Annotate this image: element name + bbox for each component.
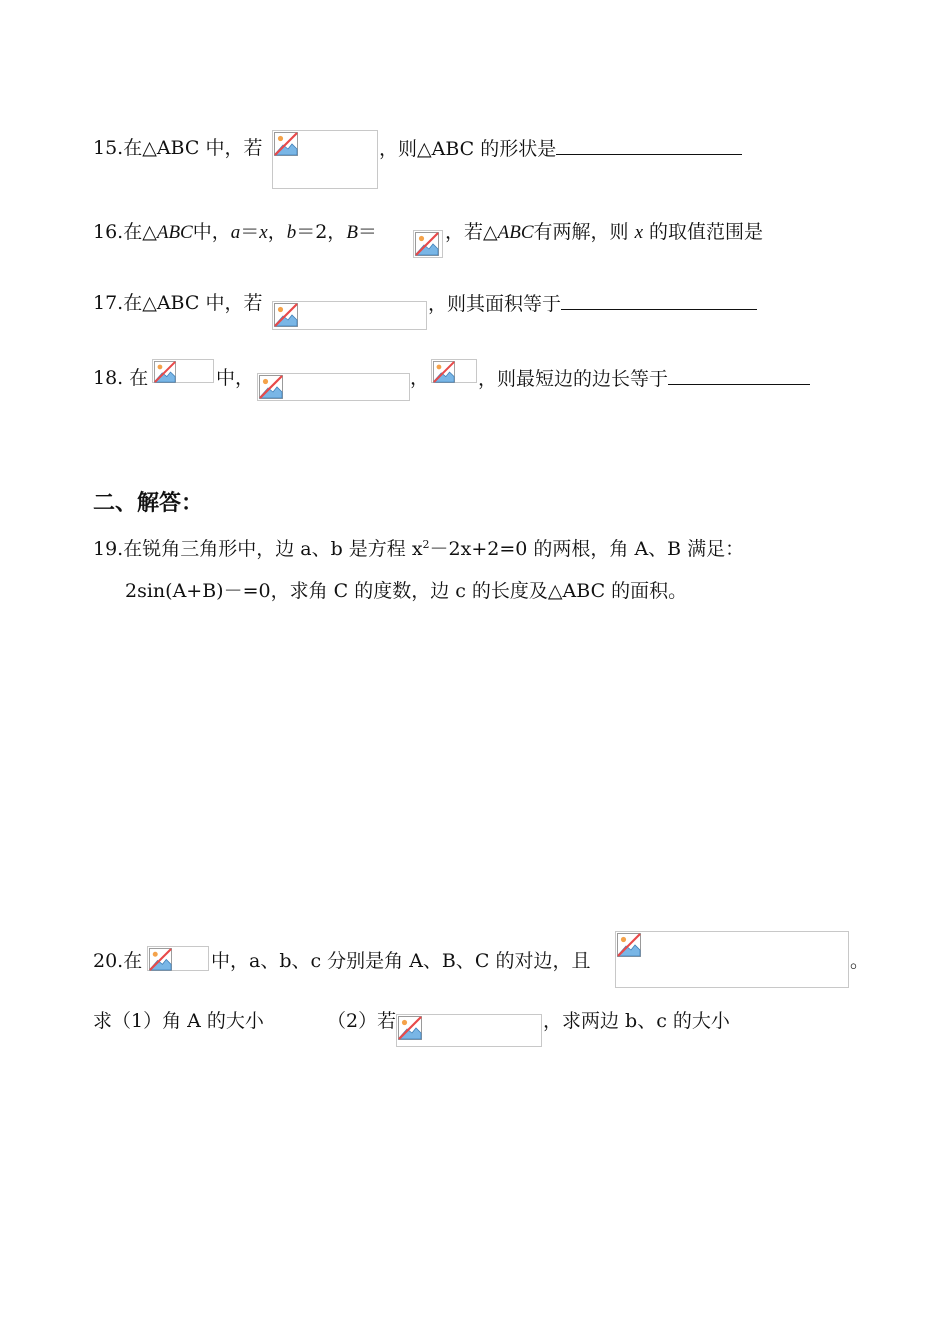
period: 。 [850, 950, 870, 972]
question-text: －2x+2=0 的两根，角 A、B 满足： [429, 538, 745, 560]
question-text: 中， [192, 221, 231, 243]
broken-image-icon [433, 361, 455, 383]
var-b: b [286, 222, 297, 243]
formula-image [272, 130, 378, 189]
question-20-line2 [93, 1009, 264, 1033]
question-text: 在△ [123, 221, 157, 243]
formula-image [413, 230, 443, 258]
question-number: 20. [93, 950, 124, 972]
question-20-part2 [327, 1009, 396, 1033]
question-text: 在△ABC 中，若 [123, 292, 263, 314]
question-text: ，求两边 b、c 的大小 [543, 1010, 730, 1032]
answer-blank[interactable] [561, 291, 757, 310]
broken-image-icon [154, 361, 176, 383]
question-19-line1 [93, 537, 744, 561]
broken-image-icon [398, 1016, 422, 1040]
question-18-sep [410, 366, 429, 390]
question-text: 中，a、b、c 分别是角 A、B、C 的对边，且 [211, 950, 591, 972]
question-number: 16. [93, 221, 124, 243]
broken-image-icon [617, 933, 641, 957]
formula-image [257, 373, 410, 401]
question-text: 有两解，则 [533, 221, 635, 243]
question-16-tail [445, 220, 763, 245]
question-text: 的取值范围是 [643, 221, 764, 243]
equals: ＝2， [296, 221, 347, 243]
broken-image-icon [274, 303, 298, 327]
formula-image [615, 931, 849, 988]
section-heading: 二、解答： [93, 491, 204, 516]
question-text: 中， [216, 367, 255, 389]
question-number: 18. [93, 367, 124, 389]
comma: ， [410, 367, 430, 389]
equals: ＝ [357, 221, 377, 243]
question-text: 在△ABC 中，若 [123, 137, 263, 159]
question-text: ，则△ABC 的形状是 [379, 138, 557, 160]
question-text: （2）若 [327, 1010, 397, 1032]
var-x: x [634, 222, 643, 243]
broken-image-icon [149, 948, 172, 971]
question-16 [93, 220, 377, 245]
question-15-tail [379, 136, 742, 161]
question-18-mid [216, 366, 254, 390]
question-19-line2 [125, 579, 687, 603]
question-text: 求（1）角 A 的大小 [93, 1010, 264, 1032]
var-a: a [230, 222, 241, 243]
question-15 [93, 136, 262, 160]
broken-image-icon [259, 375, 283, 399]
question-20 [93, 949, 142, 973]
answer-blank[interactable] [668, 366, 810, 385]
question-20-mid [211, 949, 590, 973]
question-text: ，若△ [445, 221, 498, 243]
formula-image [431, 359, 477, 383]
formula-image [152, 359, 214, 383]
question-20-tail [543, 1009, 730, 1033]
var-B: B [346, 222, 358, 243]
question-text: 在 [123, 950, 143, 972]
question-text: ，则最短边的边长等于 [478, 368, 669, 390]
question-number: 15. [93, 137, 124, 159]
question-text: 2sin(A+B)－=0，求角 C 的度数，边 c 的长度及△ABC 的面积。 [125, 580, 688, 602]
formula-image [396, 1014, 542, 1047]
broken-image-icon [415, 232, 439, 256]
question-17 [93, 291, 262, 315]
question-18 [93, 366, 148, 390]
question-number: 17. [93, 292, 124, 314]
question-text: ，则其面积等于 [428, 293, 562, 315]
broken-image-icon [274, 132, 298, 156]
formula-image [272, 301, 427, 330]
triangle-label: ABC [156, 222, 193, 243]
question-17-tail [428, 291, 757, 316]
question-text: 在锐角三角形中，边 a、b 是方程 x [123, 538, 423, 560]
question-20-end [850, 949, 869, 973]
var-x: x [259, 222, 268, 243]
question-number: 19. [93, 538, 124, 560]
equals: ＝ [240, 221, 260, 243]
triangle-label: ABC [497, 222, 534, 243]
question-18-tail [478, 366, 810, 391]
answer-blank[interactable] [556, 136, 742, 155]
question-text: 在 [129, 367, 149, 389]
comma: ， [267, 221, 287, 243]
formula-image [147, 946, 209, 971]
superscript: 2 [422, 538, 430, 551]
